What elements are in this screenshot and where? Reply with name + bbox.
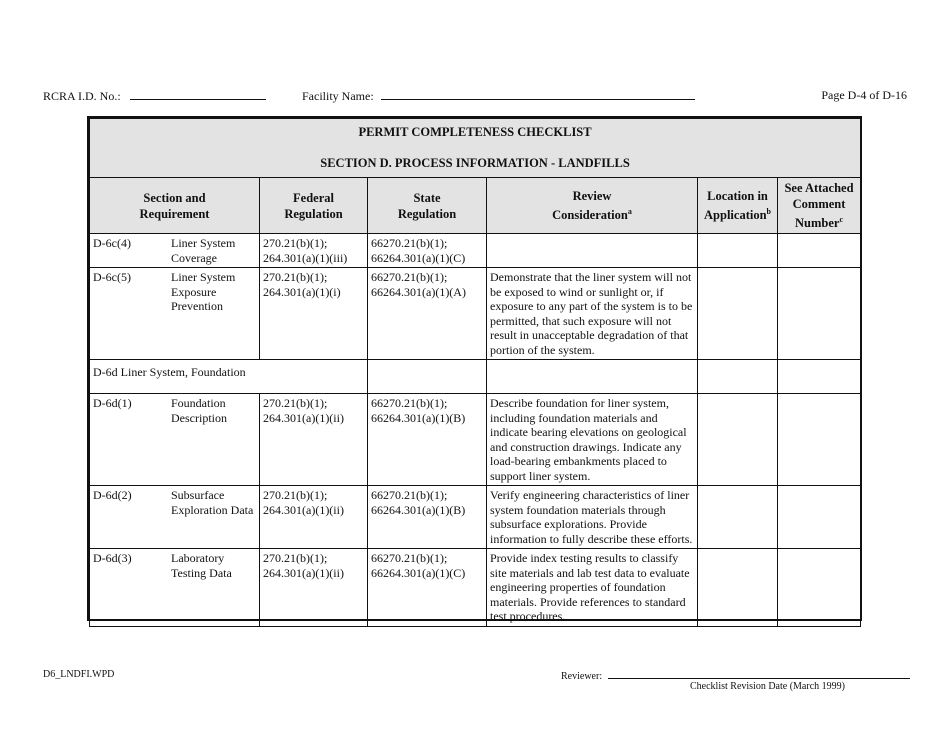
federal-regulation-cell: 270.21(b)(1); 264.301(a)(1)(ii) xyxy=(260,394,368,486)
location-in-application-cell[interactable] xyxy=(698,268,778,360)
page-number: Page D-4 of D-16 xyxy=(821,88,907,102)
location-in-application-cell[interactable] xyxy=(698,234,778,268)
facility-name-field xyxy=(302,88,695,104)
state-regulation-cell: 66270.21(b)(1); 66264.301(a)(1)(C) xyxy=(368,234,487,268)
rcra-id-blank[interactable] xyxy=(130,88,266,100)
checklist-table xyxy=(87,116,862,624)
table-title-row xyxy=(90,119,861,178)
col-federal-regulation: Federal Regulation xyxy=(260,178,368,234)
table-row xyxy=(90,394,861,486)
comment-number-cell[interactable] xyxy=(778,486,861,549)
section-requirement-cell: D-6c(5) Liner System Exposure Prevention xyxy=(90,268,260,360)
rcra-id-label: RCRA I.D. No.: xyxy=(43,89,121,103)
comment-number-cell[interactable] xyxy=(778,234,861,268)
location-in-application-cell[interactable] xyxy=(698,549,778,627)
facility-name-label: Facility Name: xyxy=(302,89,374,103)
state-regulation-cell: 66270.21(b)(1); 66264.301(a)(1)(C) xyxy=(368,549,487,627)
rcra-id-field xyxy=(43,88,266,104)
column-header-row xyxy=(90,178,861,234)
federal-regulation-cell: 270.21(b)(1); 264.301(a)(1)(iii) xyxy=(260,234,368,268)
review-consideration-cell: Describe foundation for liner system, including foundation materials and indicate bearing elevations on geological and construction drawings. Indicate any load-bearing embankments placed to support liner system. xyxy=(487,394,698,486)
checklist-title: PERMIT COMPLETENESS CHECKLIST xyxy=(358,125,592,139)
location-in-application-cell[interactable] xyxy=(698,394,778,486)
comment-number-cell[interactable] xyxy=(778,394,861,486)
review-consideration-cell xyxy=(487,360,698,394)
review-consideration-cell xyxy=(487,234,698,268)
table-row xyxy=(90,268,861,360)
comment-number-cell[interactable] xyxy=(778,549,861,627)
facility-name-blank[interactable] xyxy=(381,88,695,100)
col-review-consideration: Review Consideration$^a$ xyxy=(487,178,698,234)
file-name: D6_LNDFI.WPD xyxy=(43,669,115,680)
section-requirement-cell: D-6d(2) Subsurface Exploration Data xyxy=(90,486,260,549)
review-consideration-cell: Demonstrate that the liner system will not be exposed to wind or sunlight or, if exposure to any part of the system is to be permitted, that such exposure will not result in unacceptable degradation of that portion of the system. xyxy=(487,268,698,360)
section-requirement-cell: D-6d(3) Laboratory Testing Data xyxy=(90,549,260,627)
table-row xyxy=(90,486,861,549)
subsection-heading-row xyxy=(90,360,861,394)
subsection-heading: D-6d Liner System, Foundation xyxy=(90,360,368,394)
state-regulation-cell xyxy=(368,360,487,394)
review-consideration-cell: Provide index testing results to classify site materials and lab test data to evaluate engineering properties of foundation materials. Provide references to standard test procedures. xyxy=(487,549,698,627)
section-requirement-cell: D-6c(4) Liner System Coverage xyxy=(90,234,260,268)
comment-number-cell[interactable] xyxy=(778,268,861,360)
col-section-requirement: Section and Requirement xyxy=(90,178,260,234)
section-requirement-cell: D-6d(1) Foundation Description xyxy=(90,394,260,486)
col-state-regulation: State Regulation xyxy=(368,178,487,234)
federal-regulation-cell: 270.21(b)(1); 264.301(a)(1)(ii) xyxy=(260,486,368,549)
comment-number-cell[interactable] xyxy=(778,360,861,394)
federal-regulation-cell: 270.21(b)(1); 264.301(a)(1)(ii) xyxy=(260,549,368,627)
state-regulation-cell: 66270.21(b)(1); 66264.301(a)(1)(A) xyxy=(368,268,487,360)
location-in-application-cell[interactable] xyxy=(698,486,778,549)
federal-regulation-cell: 270.21(b)(1); 264.301(a)(1)(i) xyxy=(260,268,368,360)
table-row xyxy=(90,549,861,627)
col-comment-number: See Attached Comment Number$^c$ xyxy=(778,178,861,234)
state-regulation-cell: 66270.21(b)(1); 66264.301(a)(1)(B) xyxy=(368,486,487,549)
table-row xyxy=(90,234,861,268)
reviewer-label: Reviewer: xyxy=(561,671,603,682)
section-title: SECTION D. PROCESS INFORMATION - LANDFILLS xyxy=(320,155,630,170)
reviewer-blank[interactable] xyxy=(608,669,910,679)
col-location-in-application: Location in Application$^b$ xyxy=(698,178,778,234)
review-consideration-cell: Verify engineering characteristics of liner system foundation materials through subsurface explorations. Provide information to fully describe these efforts. xyxy=(487,486,698,549)
state-regulation-cell: 66270.21(b)(1); 66264.301(a)(1)(B) xyxy=(368,394,487,486)
location-in-application-cell[interactable] xyxy=(698,360,778,394)
revision-date: Checklist Revision Date (March 1999) xyxy=(690,681,845,692)
